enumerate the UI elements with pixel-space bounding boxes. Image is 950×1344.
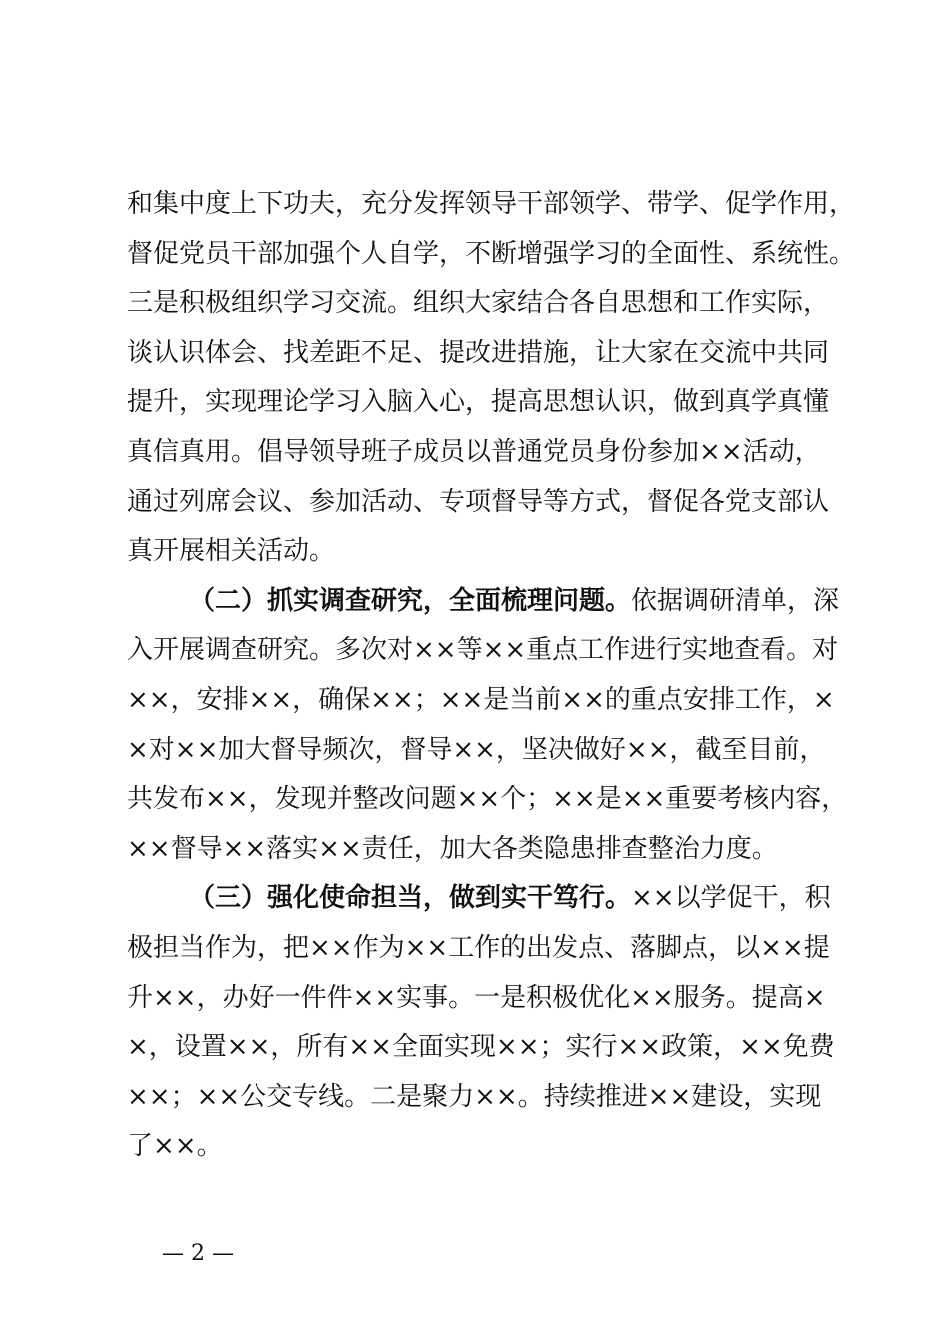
text-line: 和集中度上下功夫，充分发挥领导干部领学、带学、促学作用，	[127, 189, 856, 219]
text-line: 升××，办好一件件××实事。一是积极优化××服务。提高×	[127, 982, 826, 1013]
text-line: ×对××加大督导频次，督导××，坚决做好××，截至目前，	[127, 734, 826, 765]
section-2-first-line-text: 依据调研清单，深	[631, 585, 840, 616]
text-line: 入开展调查研究。多次对××等××重点工作进行实地查看。对	[127, 635, 839, 666]
text-line: 了××。	[127, 1131, 223, 1162]
page-number: — 2 —	[162, 1241, 234, 1266]
section-3-heading: （三）强化使命担当，做到实干笃行。	[189, 883, 632, 914]
text-line: 通过列席会议、参加活动、专项督导等方式，督促各党支部认	[127, 486, 830, 517]
section-3-first-line-text: ××以学促干，积	[631, 883, 831, 914]
text-line: ××督导××落实××责任，加大各类隐患排查整治力度。	[127, 833, 778, 864]
text-line: ×，设置××，所有××全面实现××；实行××政策，××免费	[127, 1032, 835, 1063]
text-line: 真信真用。倡导领导班子成员以普通党员身份参加××活动，	[127, 436, 821, 467]
section-2-first-line	[127, 577, 857, 627]
text-line: ××；××公交专线。二是聚力××。持续推进××建设，实现	[127, 1081, 822, 1112]
text-line: 督促党员干部加强个人自学，不断增强学习的全面性、系统性。	[127, 238, 856, 269]
section-2-heading: （二）抓实调查研究，全面梳理问题。	[189, 585, 632, 616]
text-line: 极担当作为，把××作为××工作的出发点、落脚点，以××提	[127, 932, 830, 963]
section-3-first-line	[127, 874, 857, 924]
text-line: 真开展相关活动。	[127, 536, 336, 567]
text-line: 共发布××，发现并整改问题××个；××是××重要考核内容，	[127, 784, 848, 815]
text-line: 三是积极组织学习交流。组织大家结合各自思想和工作实际，	[127, 288, 830, 319]
body-text	[127, 180, 857, 1172]
text-line: 谈认识体会、找差距不足、提改进措施，让大家在交流中共同	[127, 337, 830, 368]
text-line: 提升，实现理论学习入脑入心，提高思想认识，做到真学真懂	[127, 387, 830, 418]
text-line: ××，安排××，确保××；××是当前××的重点安排工作，×	[127, 684, 835, 715]
